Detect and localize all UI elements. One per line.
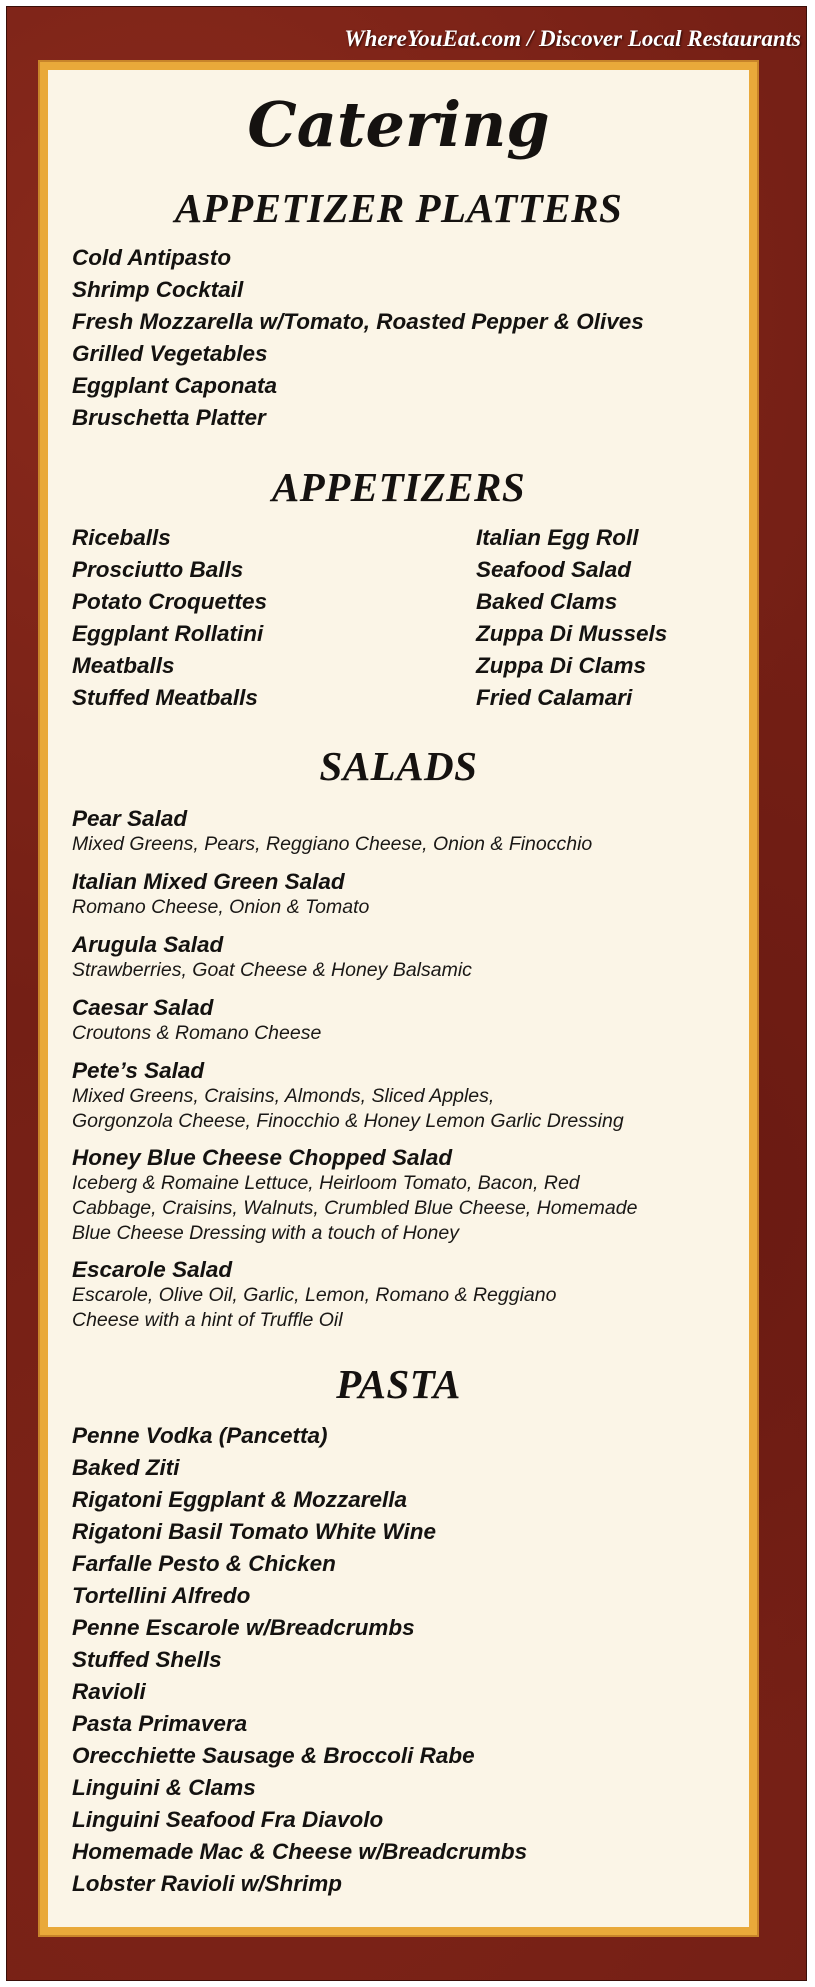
salad-name: Honey Blue Cheese Chopped Salad [72,1145,453,1170]
pasta-heading: PASTA [336,1361,461,1407]
salad-name: Escarole Salad [72,1257,233,1282]
list-item: Bruschetta Platter [72,405,266,430]
list-item: Meatballs [72,653,175,678]
list-item: Penne Escarole w/Breadcrumbs [72,1615,415,1640]
list-item: Baked Ziti [72,1455,180,1480]
salad-description: Cabbage, Craisins, Walnuts, Crumbled Blue Cheese, Homemade [72,1197,638,1219]
list-item: Zuppa Di Clams [476,653,647,678]
salad-description: Croutons & Romano Cheese [72,1022,322,1044]
list-item: Farfalle Pesto & Chicken [72,1551,336,1576]
list-item: Zuppa Di Mussels [476,621,668,646]
salad-description: Cheese with a hint of Truffle Oil [72,1309,343,1331]
list-item: Stuffed Shells [72,1647,222,1672]
salad-description: Mixed Greens, Pears, Reggiano Cheese, Onion & Finocchio [72,833,593,855]
salad-description: Blue Cheese Dressing with a touch of Honey [72,1222,459,1244]
site-watermark: WhereYouEat.com / Discover Local Restaurants [344,26,801,51]
appetizers-right-list [476,522,667,714]
list-item: Grilled Vegetables [72,341,268,366]
appetizers-heading: APPETIZERS [271,464,526,510]
list-item: Homemade Mac & Cheese w/Breadcrumbs [72,1839,528,1864]
appetizers-left-list [72,522,267,714]
salad-name: Italian Mixed Green Salad [72,869,345,894]
list-item: Potato Croquettes [72,589,268,614]
list-item: Seafood Salad [476,557,632,582]
salad-item [72,869,732,920]
menu-page [48,70,749,1927]
list-item: Baked Clams [476,589,618,614]
salad-description: Escarole, Olive Oil, Garlic, Lemon, Romano & Reggiano [72,1284,557,1306]
list-item: Cold Antipasto [72,245,232,270]
list-item: Prosciutto Balls [72,557,244,582]
salads-heading: SALADS [319,743,478,789]
salad-item [72,1058,732,1134]
list-item: Lobster Ravioli w/Shrimp [72,1871,343,1896]
salad-name: Pear Salad [72,806,188,831]
salad-description: Strawberries, Goat Cheese & Honey Balsamic [72,959,472,981]
salad-name: Pete’s Salad [72,1058,205,1083]
list-item: Riceballs [72,525,171,550]
appetizer-platters-list [72,242,644,434]
list-item: Rigatoni Basil Tomato White Wine [72,1519,436,1544]
pasta-list [72,1420,527,1900]
salad-description: Iceberg & Romaine Lettuce, Heirloom Tomato, Bacon, Red [72,1172,580,1194]
list-item: Shrimp Cocktail [72,277,244,302]
list-item: Fresh Mozzarella w/Tomato, Roasted Pepper & Olives [72,309,644,334]
list-item: Eggplant Rollatini [72,621,264,646]
list-item: Italian Egg Roll [476,525,639,550]
salad-item [72,1145,732,1246]
list-item: Pasta Primavera [72,1711,248,1736]
salad-name: Arugula Salad [72,932,224,957]
list-item: Ravioli [72,1679,146,1704]
list-item: Stuffed Meatballs [72,685,258,710]
page-title: Catering [247,88,550,161]
list-item: Eggplant Caponata [72,373,278,398]
salad-description: Mixed Greens, Craisins, Almonds, Sliced Apples, [72,1085,495,1107]
list-item: Linguini & Clams [72,1775,256,1800]
salad-item [72,995,732,1046]
list-item: Orecchiette Sausage & Broccoli Rabe [72,1743,475,1768]
salad-item [72,932,732,983]
appetizer-platters-heading: APPETIZER PLATTERS [174,185,623,231]
salad-item [72,1257,732,1333]
salad-name: Caesar Salad [72,995,214,1020]
salad-description: Romano Cheese, Onion & Tomato [72,896,370,918]
list-item: Tortellini Alfredo [72,1583,251,1608]
list-item: Rigatoni Eggplant & Mozzarella [72,1487,408,1512]
salad-description: Gorgonzola Cheese, Finocchio & Honey Lemon Garlic Dressing [72,1110,624,1132]
list-item: Penne Vodka (Pancetta) [72,1423,328,1448]
list-item: Linguini Seafood Fra Diavolo [72,1807,384,1832]
list-item: Fried Calamari [476,685,633,710]
salad-item [72,806,732,857]
